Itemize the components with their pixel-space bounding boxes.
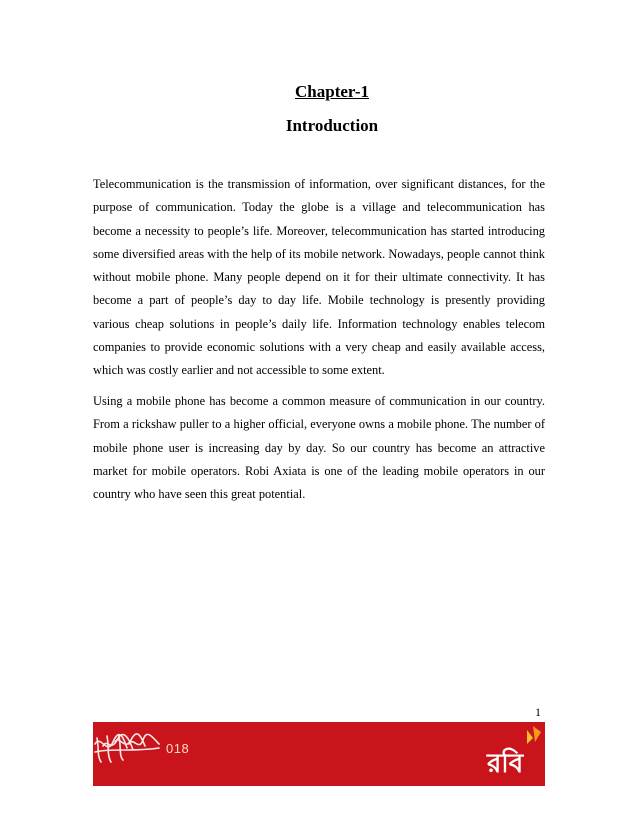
- banner-code: 018: [166, 741, 190, 756]
- decorative-scribble-icon: [93, 722, 213, 786]
- chapter-label: [0, 82, 638, 102]
- robi-logo-icon: [475, 722, 545, 786]
- robi-logo-text: রবি: [487, 749, 524, 779]
- section-heading-text: Introduction: [285, 116, 379, 135]
- chapter-label-text: Chapter-1: [295, 82, 369, 101]
- footer-banner: [93, 722, 545, 786]
- body-paragraph-1: Telecommunication is the transmission of information, over significant distances, for the purpose of communication. Today the globe is a village and telecommunication has become a necessity to people’s life. Moreover, telecommunication has started introducing some diversified areas with the help of its mobile network. Nowadays, people cannot think without mobile phone. Many people depend on it for their ultimate connectivity. It has become a part of people’s day to day life. Mobile technology is presently providing various cheap solutions in people’s daily life. Information technology enables telecom companies to provide economic solutions with a very cheap and easily available access, which was costly earlier and not accessible to some extent.: [93, 177, 545, 378]
- section-heading: [0, 116, 638, 136]
- body-paragraph-2: Using a mobile phone has become a common measure of communication in our country. From a rickshaw puller to a higher official, everyone owns a mobile phone. The number of mobile phone user is increasing day by day. So our country has become an attractive market for mobile operators. Robi Axiata is one of the leading mobile operators in our country who have seen this great potential.: [93, 394, 545, 502]
- page-number: 1: [535, 705, 541, 719]
